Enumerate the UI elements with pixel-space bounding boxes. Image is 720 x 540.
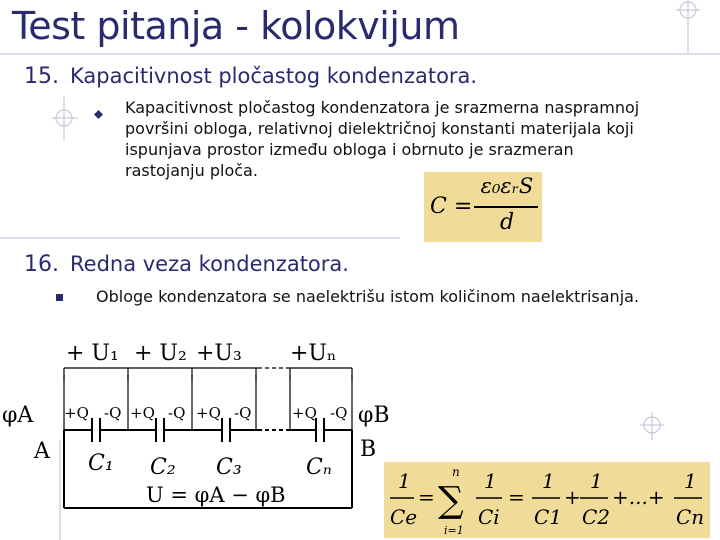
- capacitor-label-c1: C₁: [88, 451, 114, 476]
- sigma-symbol: ∑: [438, 480, 464, 521]
- slide-title: Test pitanja - kolokvijum: [12, 4, 460, 48]
- cn-denominator: Cn: [676, 505, 705, 529]
- voltage-label-u2: + U₂: [134, 341, 187, 366]
- charge-label: +Q: [292, 404, 317, 422]
- voltage-bracket: [64, 368, 352, 380]
- question-15-heading: Kapacitivnost pločastog kondenzatora.: [70, 64, 478, 88]
- sum-lower: i=1: [444, 524, 464, 537]
- charge-label: -Q: [234, 404, 252, 422]
- diamond-bullet-icon: [94, 104, 103, 123]
- question-16-number: 16.: [24, 252, 59, 277]
- formula-denominator: d: [499, 210, 515, 235]
- question-15-bullet: [125, 97, 705, 181]
- equals-sign: =: [418, 485, 435, 509]
- voltage-equation: U = φA − φB: [146, 483, 286, 507]
- voltage-label-u3: +U₃: [196, 341, 242, 366]
- formula-lhs: C =: [430, 194, 473, 219]
- question-16-heading: Redna veza kondenzatora.: [70, 252, 349, 276]
- charge-label: +Q: [64, 404, 89, 422]
- bullet-line: rastojanju ploča.: [125, 161, 258, 180]
- c1-denominator: C1: [534, 505, 563, 529]
- node-b-label: B: [360, 437, 377, 462]
- capacitor-label-cn: Cₙ: [306, 455, 332, 480]
- series-capacitor-circuit: [0, 330, 400, 540]
- series-capacitance-formula: [384, 462, 710, 538]
- equals-sign: =: [508, 485, 525, 509]
- plus-sign: +: [564, 485, 581, 509]
- fraction-bar: [474, 206, 538, 208]
- term-denominator: Ci: [478, 505, 500, 529]
- node-a-label: A: [34, 439, 50, 464]
- lhs-denominator: Ce: [390, 505, 418, 529]
- voltage-label-u1: + U₁: [66, 341, 119, 366]
- capacitor-label-c2: C₂: [150, 455, 176, 480]
- one: 1: [484, 469, 497, 493]
- charge-label: +Q: [130, 404, 155, 422]
- charge-label: -Q: [104, 404, 122, 422]
- sum-upper: n: [452, 465, 460, 479]
- one: 1: [590, 469, 603, 493]
- phi-b-label: φB: [358, 403, 390, 428]
- bullet-line: površini obloga, relativnoj dielektričnoj konstanti materijala koji: [125, 119, 634, 138]
- one: 1: [542, 469, 555, 493]
- square-bullet-icon: [56, 294, 63, 301]
- charge-label: -Q: [330, 404, 348, 422]
- one: 1: [684, 469, 697, 493]
- c2-denominator: C2: [582, 505, 611, 529]
- question-15-number: 15.: [24, 64, 59, 89]
- one: 1: [398, 469, 411, 493]
- question-16-bullet: Obloge kondenzatora se naelektrišu istom količinom naelektrisanja.: [96, 287, 640, 306]
- bullet-line: ispunjava prostor između obloga i obrnuto je srazmeran: [125, 140, 574, 159]
- capacitor-label-c3: C₃: [216, 455, 242, 480]
- charge-label: -Q: [168, 404, 186, 422]
- voltage-label-un: +Uₙ: [290, 341, 337, 366]
- ellipsis-terms: +...+: [612, 485, 665, 509]
- capacitance-formula: [424, 172, 542, 242]
- bullet-line: Kapacitivnost pločastog kondenzatora je srazmerna naspramnoj: [125, 98, 640, 117]
- formula-numerator: ε₀εᵣS: [480, 174, 534, 198]
- phi-a-label: φA: [2, 403, 34, 428]
- charge-label: +Q: [196, 404, 221, 422]
